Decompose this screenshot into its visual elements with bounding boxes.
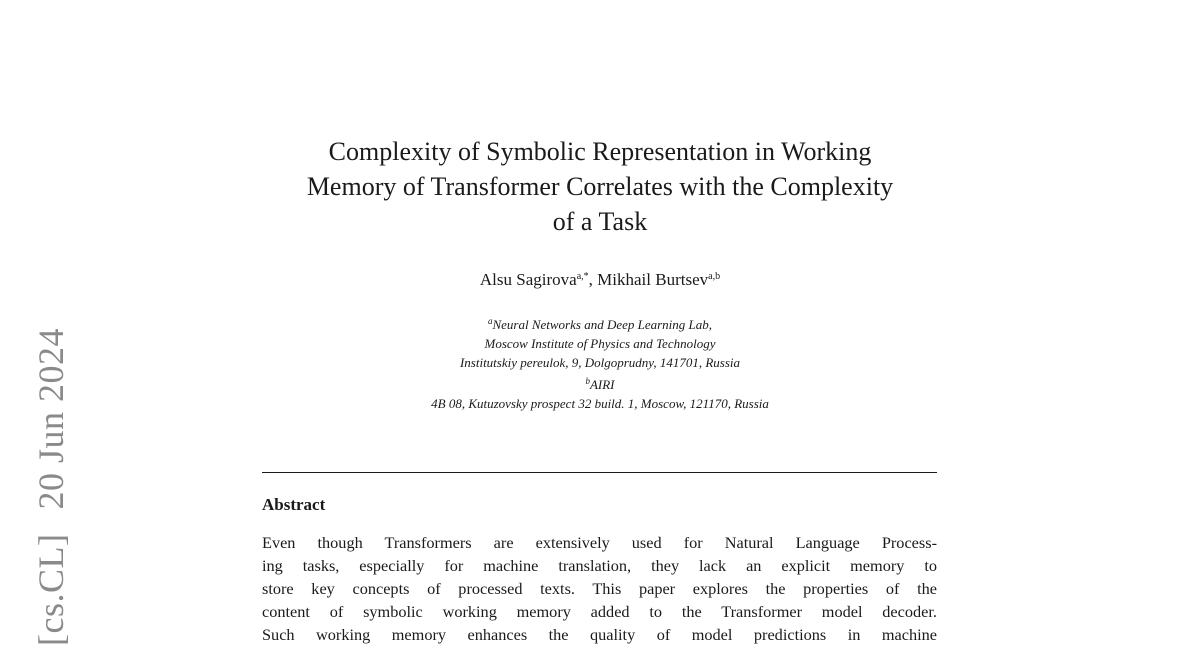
- affiliation-line: 4B 08, Kutuzovsky prospect 32 build. 1, Moscow, 121170, Russia: [431, 396, 769, 411]
- author-name: Mikhail Burtsev: [597, 270, 709, 289]
- arxiv-side-stamp: [30, 306, 72, 646]
- abstract-heading: Abstract: [262, 495, 326, 514]
- author-affiliation-marker: a,b: [708, 271, 721, 282]
- affiliation-line: Institutskiy pereulok, 9, Dolgoprudny, 141701, Russia: [459, 355, 741, 370]
- affiliation-line: Moscow Institute of Physics and Technology: [484, 336, 716, 351]
- abstract-line: store key concepts of processed texts. This paper explores the properties of the: [262, 579, 937, 598]
- abstract-line: content of symbolic working memory added to the Transformer model decoder.: [262, 602, 937, 621]
- author-affiliation-marker: a,*: [576, 271, 589, 282]
- affiliations: [260, 312, 940, 413]
- arxiv-date: 20 Jun 2024: [31, 328, 71, 510]
- affiliation-line: $^a$Neural Networks and Deep Learning Lab,: [487, 316, 713, 332]
- abstract-line: Even though Transformers are extensively used for Natural Language Process-: [262, 533, 937, 552]
- author-list: Alsu Sagirova$^{a,*}$, Mikhail Burtsev$^{a,b}$: [479, 270, 721, 289]
- title-line: of a Task: [552, 207, 648, 236]
- author-name: Alsu Sagirova: [479, 270, 577, 289]
- abstract-line: Such working memory enhances the quality of model predictions in machine: [262, 625, 937, 644]
- affiliation-marker: a: [487, 316, 493, 326]
- abstract-body: [262, 531, 937, 646]
- affiliation-marker: b: [585, 376, 590, 386]
- title-line: Memory of Transformer Correlates with the Complexity: [306, 172, 894, 201]
- title-line: Complexity of Symbolic Representation in Working: [328, 137, 872, 166]
- horizontal-rule: [262, 472, 937, 473]
- arxiv-category: [cs.CL]: [31, 533, 71, 646]
- paper-title: [260, 134, 940, 239]
- abstract-line: ing tasks, especially for machine translation, they lack an explicit memory to: [262, 556, 937, 575]
- affiliation-line: $^b$AIRI: [585, 376, 615, 392]
